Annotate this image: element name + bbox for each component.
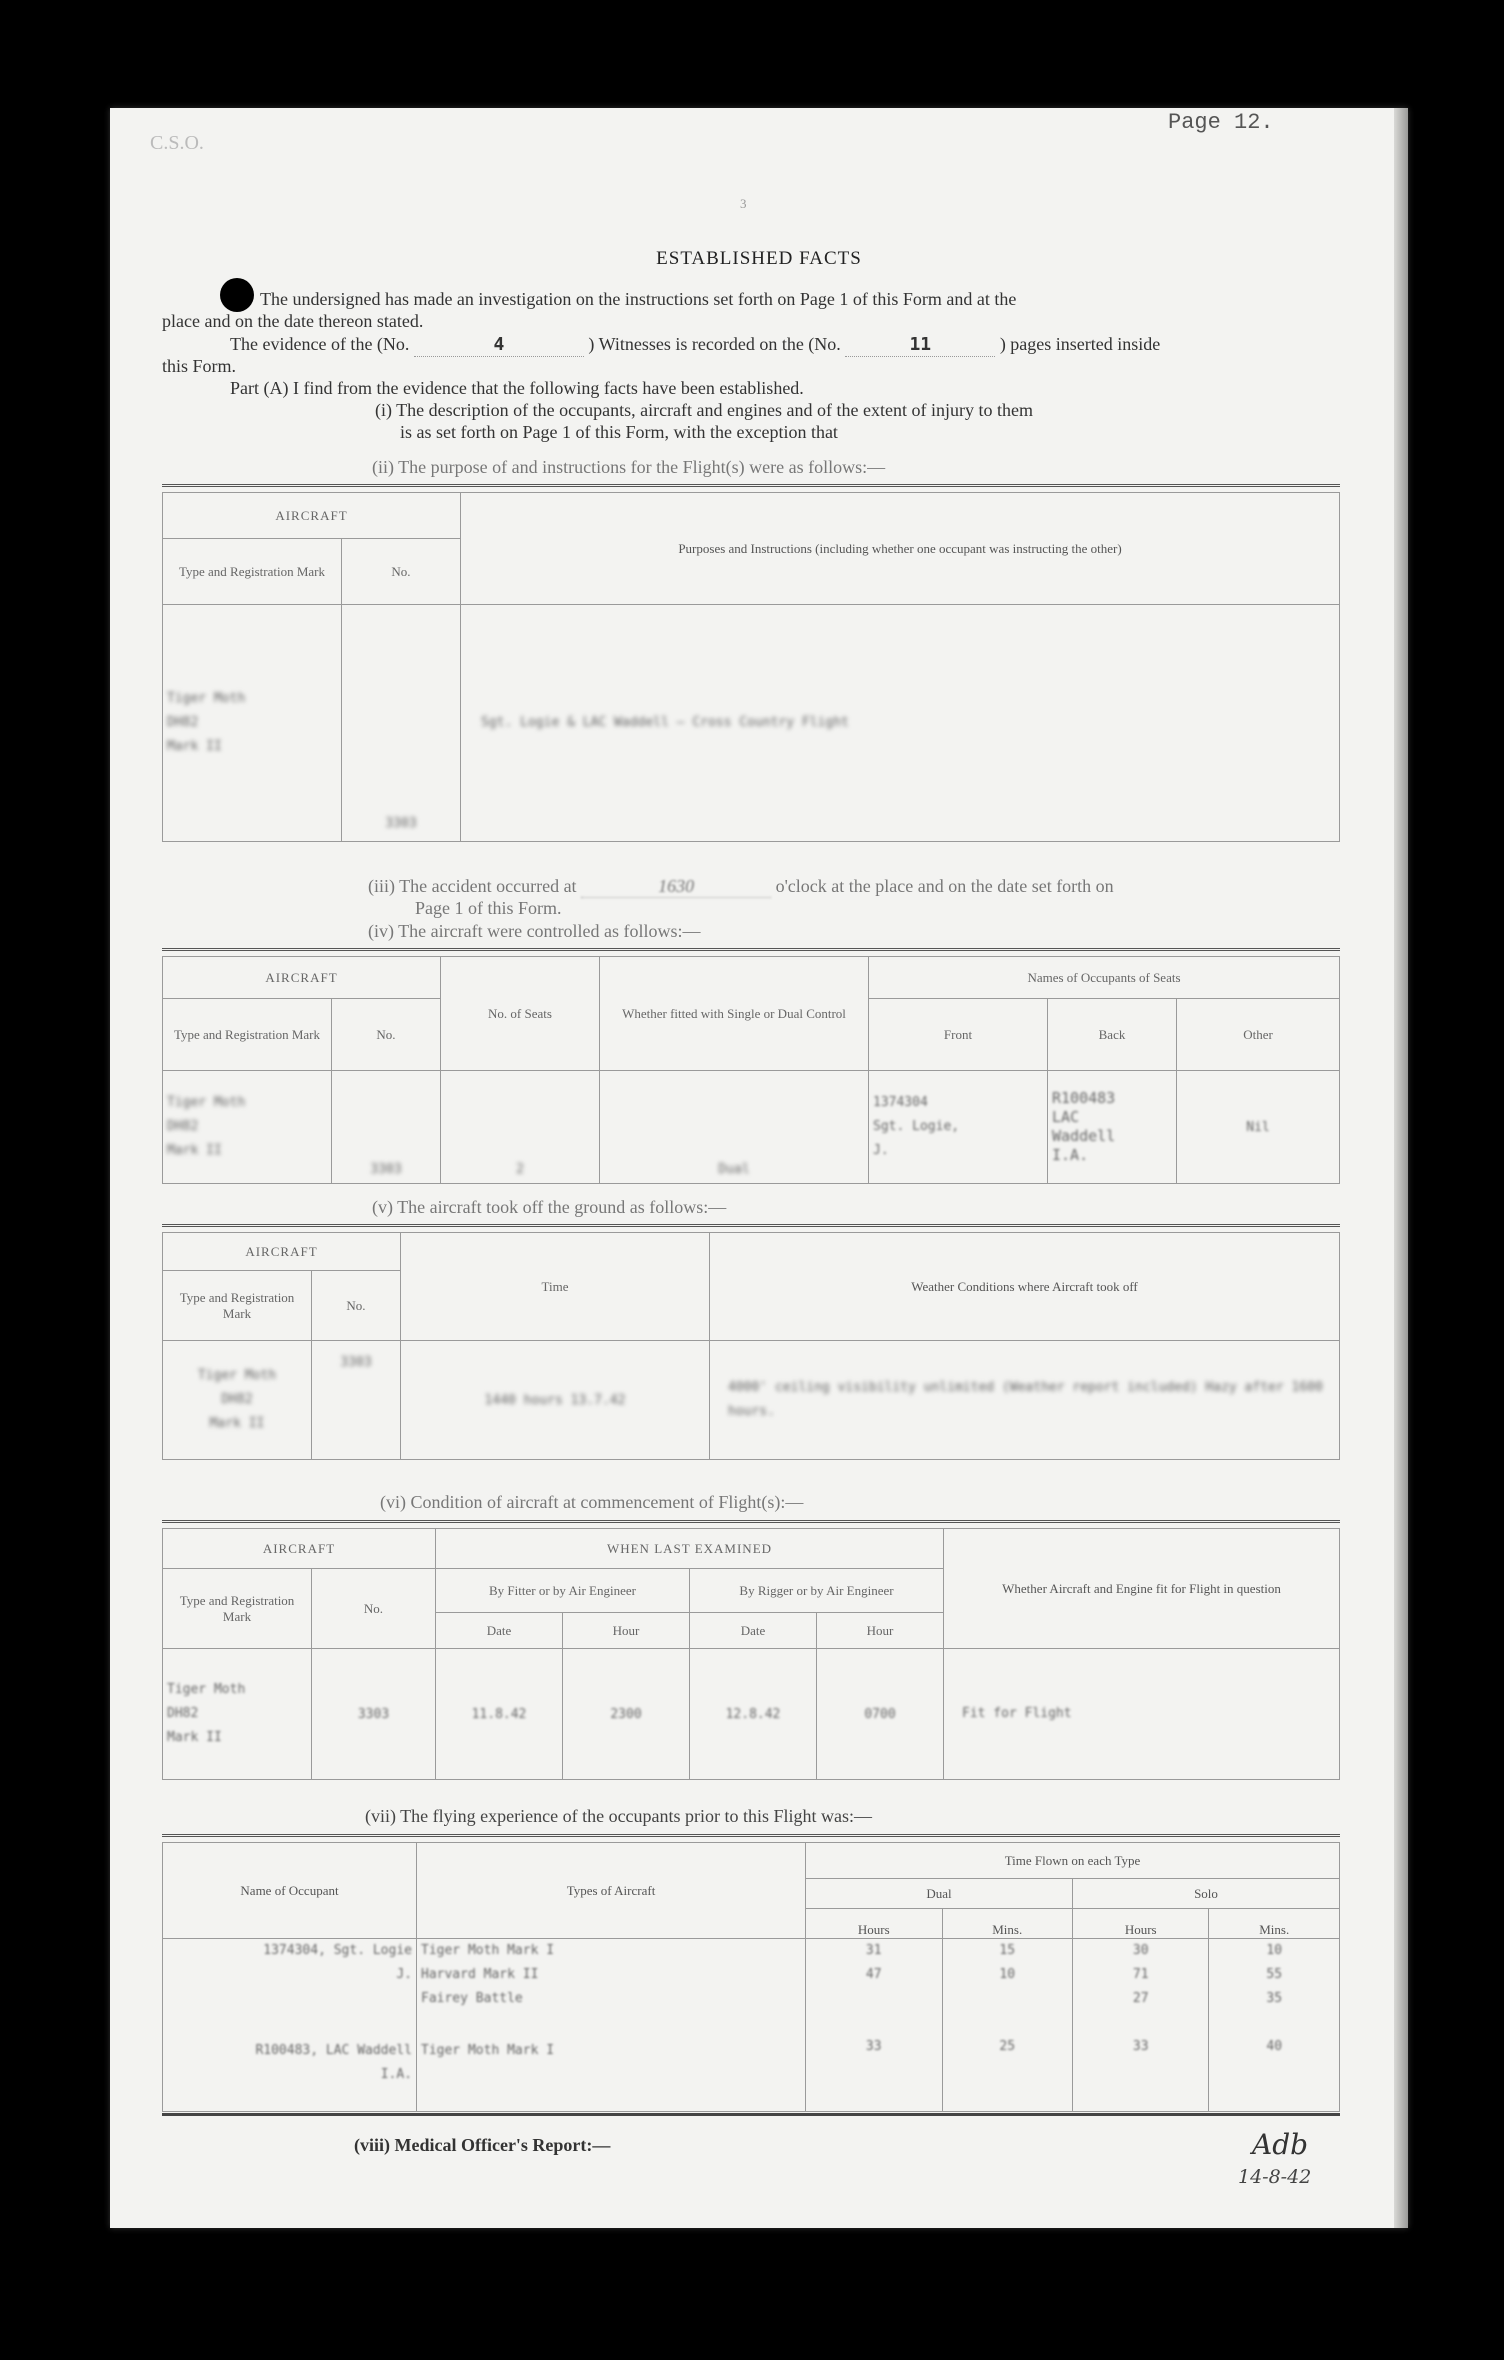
occupants-header: Names of Occupants of Seats (869, 957, 1340, 999)
corner-mark: C.S.O. (150, 132, 204, 154)
section-iv-label: (iv) The aircraft were controlled as follows:— (368, 921, 701, 941)
section-vii-label: (vii) The flying experience of the occupants prior to this Flight was:— (365, 1806, 873, 1826)
divider (162, 948, 1340, 951)
types-header: Types of Aircraft (417, 1843, 806, 1939)
seat-count: 2 (441, 1071, 600, 1184)
condition-aircraft-no: 3303 (312, 1649, 436, 1780)
name-header: Name of Occupant (163, 1843, 417, 1939)
solo-mins: 40 (1209, 2039, 1340, 2112)
aircraft-header: AIRCRAFT (163, 1529, 436, 1569)
fitter-date-header: Date (436, 1613, 563, 1649)
section-viii-label: (viii) Medical Officer's Report:— (354, 2135, 611, 2155)
intro-line-1: The undersigned has made an investigation on the instructions set forth on Page 1 of this Form and at the (260, 289, 1017, 309)
intro-line-2: place and on the date thereon stated. (162, 311, 424, 331)
dual-hours-header: Hours (806, 1909, 943, 1939)
no-header: No. (332, 999, 441, 1071)
front-occupant: 1374304 Sgt. Logie, J. (869, 1071, 1048, 1184)
control-aircraft-no: 3303 (332, 1071, 441, 1184)
part-a-text: Part (A) I find from the evidence that the following facts have been established. (230, 378, 804, 398)
section-vi-label: (vi) Condition of aircraft at commencement of Flight(s):— (380, 1492, 804, 1512)
type-header: Type and Registration Mark (163, 539, 342, 605)
takeoff-aircraft-type: Tiger Moth DH82 Mark II (163, 1341, 312, 1460)
occupant-name: R100483, LAC Waddell I.A. (163, 2039, 417, 2112)
examined-header: WHEN LAST EXAMINED (436, 1529, 944, 1569)
dual-hours: 33 (806, 2039, 943, 2112)
type-header: Type and Registration Mark (163, 1271, 312, 1341)
punch-hole-icon (220, 278, 254, 312)
divider (162, 2113, 1340, 2116)
rigger-date: 12.8.42 (690, 1649, 817, 1780)
pages-count: 11 (845, 334, 995, 357)
fitter-header: By Fitter or by Air Engineer (436, 1569, 690, 1613)
signature-date: 14-8-42 (1238, 2166, 1312, 2188)
dual-mins-header: Mins. (942, 1909, 1072, 1939)
other-header: Other (1177, 999, 1340, 1071)
aircraft-header: AIRCRAFT (163, 493, 461, 539)
control-aircraft-type: Tiger Moth DH82 Mark II (163, 1071, 332, 1184)
page-number: Page 12. (1168, 110, 1274, 135)
witness-count: 4 (414, 334, 584, 357)
no-header: No. (312, 1271, 401, 1341)
purpose-aircraft-type: Tiger Moth DH82 Mark II (163, 605, 342, 842)
solo-header: Solo (1072, 1879, 1339, 1909)
purpose-header: Purposes and Instructions (including whether one occupant was instructing the other) (461, 493, 1340, 605)
rigger-hour-header: Hour (817, 1613, 944, 1649)
table-row (163, 2039, 1340, 2112)
other-occupant: Nil (1177, 1071, 1340, 1184)
seats-header: No. of Seats (441, 957, 600, 1071)
takeoff-aircraft-no: 3303 (312, 1341, 401, 1460)
weather-header: Weather Conditions where Aircraft took off (710, 1233, 1340, 1341)
takeoff-table (162, 1232, 1340, 1460)
evidence-line (230, 333, 1350, 357)
divider (162, 1834, 1340, 1837)
condition-aircraft-type: Tiger Moth DH82 Mark II (163, 1649, 312, 1780)
evidence-line-end: this Form. (162, 356, 237, 376)
back-occupant: R100483 LAC Waddell I.A. (1048, 1071, 1177, 1184)
divider (162, 1224, 1340, 1227)
fitter-date: 11.8.42 (436, 1649, 563, 1780)
control-table (162, 956, 1340, 1184)
aircraft-header: AIRCRAFT (163, 957, 441, 999)
no-header: No. (342, 539, 461, 605)
type-header: Type and Registration Mark (163, 999, 332, 1071)
back-header: Back (1048, 999, 1177, 1071)
no-header: No. (312, 1569, 436, 1649)
condition-table (162, 1528, 1340, 1780)
takeoff-time: 1440 hours 13.7.42 (401, 1341, 710, 1460)
fit-header: Whether Aircraft and Engine fit for Flight in question (944, 1529, 1340, 1649)
time-header: Time (401, 1233, 710, 1341)
divider (162, 1520, 1340, 1523)
section-iii-label-c: Page 1 of this Form. (415, 898, 562, 918)
signature-initials: Adb (1252, 2128, 1309, 2161)
dual-mins: 25 (942, 2039, 1072, 2112)
front-header: Front (869, 999, 1048, 1071)
fitter-hour-header: Hour (563, 1613, 690, 1649)
section-iii-line (368, 875, 1348, 898)
section-iii-label-b: o'clock at the place and on the date set forth on (775, 876, 1114, 896)
page-title: ESTABLISHED FACTS (656, 248, 862, 269)
solo-hours: 33 (1072, 2039, 1209, 2112)
aircraft-header: AIRCRAFT (163, 1233, 401, 1271)
control-header: Whether fitted with Single or Dual Control (600, 957, 869, 1071)
section-iii-label-a: (iii) The accident occurred at (368, 876, 577, 896)
time-flown-header: Time Flown on each Type (806, 1843, 1340, 1879)
evidence-text-c: ) pages inserted inside (999, 334, 1161, 354)
purpose-text: Sgt. Logie & LAC Waddell — Cross Country Flight (461, 605, 1340, 842)
form-page (110, 108, 1408, 2228)
solo-mins-header: Mins. (1209, 1909, 1340, 1939)
rigger-hour: 0700 (817, 1649, 944, 1780)
item-i-line-1: (i) The description of the occupants, aircraft and engines and of the extent of injury to them (375, 400, 1033, 420)
table-row (163, 1939, 1340, 2039)
type-header: Type and Registration Mark (163, 1569, 312, 1649)
experience-table (162, 1842, 1340, 2112)
divider (162, 484, 1340, 487)
purpose-aircraft-no: 3303 (342, 605, 461, 842)
sheet-number: 3 (740, 196, 747, 211)
solo-hours-header: Hours (1072, 1909, 1209, 1939)
dual-header: Dual (806, 1879, 1073, 1909)
aircraft-types: Tiger Moth Mark I (417, 2039, 806, 2112)
dual-hours: 31 47 (806, 1939, 943, 2039)
occupant-name: 1374304, Sgt. Logie J. (163, 1939, 417, 2039)
fitter-hour: 2300 (563, 1649, 690, 1780)
item-i-line-2: is as set forth on Page 1 of this Form, with the exception that (400, 422, 838, 442)
control-type: Dual (600, 1071, 869, 1184)
evidence-text-b: ) Witnesses is recorded on the (No. (588, 334, 841, 354)
aircraft-types: Tiger Moth Mark I Harvard Mark II Fairey Battle (417, 1939, 806, 2039)
fit-status: Fit for Flight (944, 1649, 1340, 1780)
evidence-text-a: The evidence of the (No. (230, 334, 410, 354)
accident-time: 1630 (581, 875, 771, 898)
solo-hours: 30 71 27 (1072, 1939, 1209, 2039)
solo-mins: 10 55 35 (1209, 1939, 1340, 2039)
section-ii-label: (ii) The purpose of and instructions for the Flight(s) were as follows:— (372, 457, 886, 477)
section-v-label: (v) The aircraft took off the ground as follows:— (372, 1197, 727, 1217)
weather-text: 4000' ceiling visibility unlimited (Weather report included) Hazy after 1600 hours. (710, 1341, 1340, 1460)
dual-mins: 15 10 (942, 1939, 1072, 2039)
rigger-date-header: Date (690, 1613, 817, 1649)
purpose-table (162, 492, 1340, 842)
rigger-header: By Rigger or by Air Engineer (690, 1569, 944, 1613)
